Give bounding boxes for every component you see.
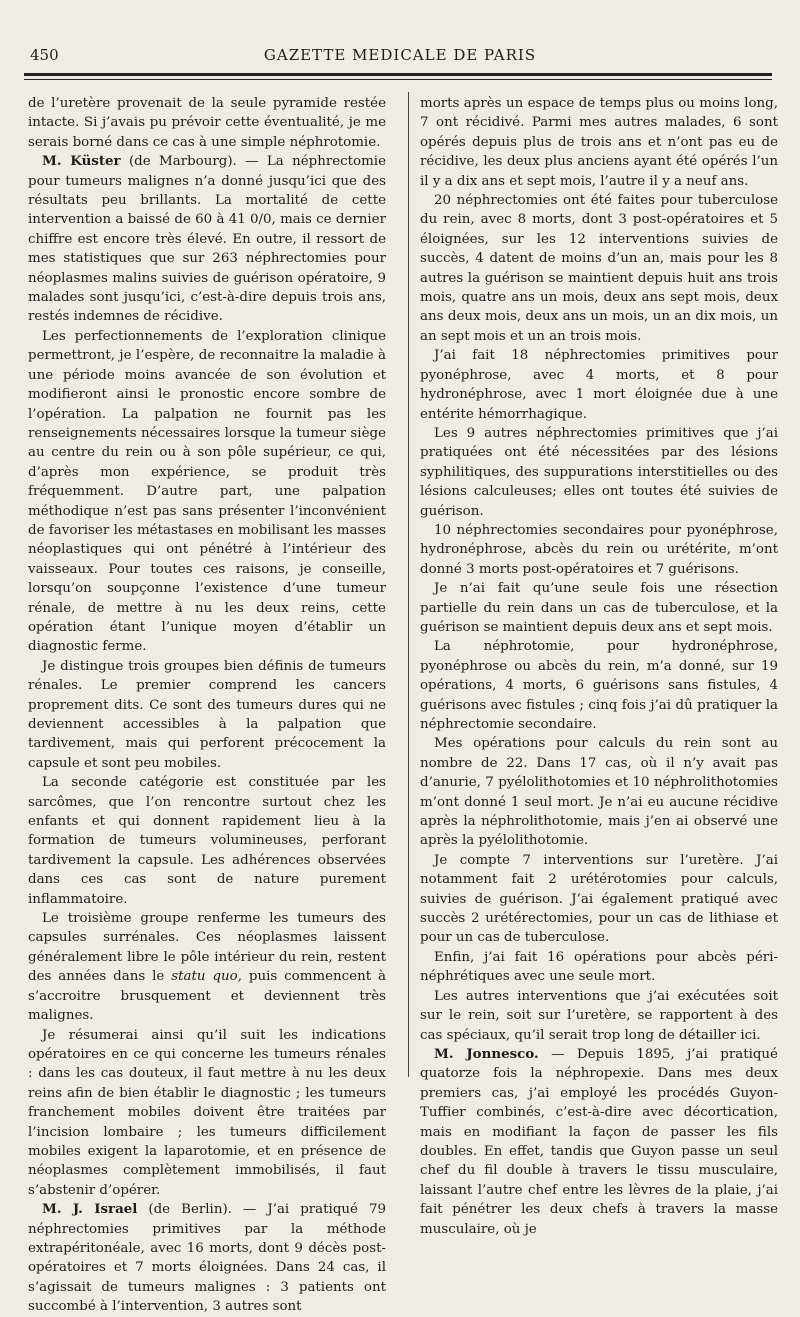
paragraph-text: Le troisième groupe renferme les tumeurs des capsules surrénales. Ces néoplasmes laissent généralement libre le pôle intérieur du rein, restent des années dans le xyxy=(28,911,386,985)
speaker-name: M. J. Israel xyxy=(42,1201,138,1218)
paragraph: de l’uretère provenait de la seule pyramide restée intacte. Si j’avais pu prévoir cette éventualité, je me serais borné dans ce cas à une simple néphrotomie. xyxy=(28,96,386,150)
paragraph xyxy=(420,1045,778,1239)
journal-title: GAZETTE MEDICALE DE PARIS xyxy=(263,46,537,64)
left-column xyxy=(28,94,386,1317)
speaker-name: M. Küster xyxy=(42,153,121,170)
right-column xyxy=(420,94,778,1239)
paragraph: La seconde catégorie est constituée par les sarcômes, que l’on rencontre surtout chez les enfants et qui donnent rapidement lieu à la formation de tumeurs volumineuses, perforant tardivement la capsule. Les adhérences observées dans ces cas sont de nature purement inflammatoire. xyxy=(28,775,386,907)
paragraph: Les autres interventions que j’ai exécutées soit sur le rein, soit sur l’uretère, se rapportent à des cas spéciaux, qu’il serait trop long de détailler ici. xyxy=(420,988,778,1043)
page-header xyxy=(0,46,800,66)
paragraph xyxy=(28,1200,386,1316)
paragraph: Je résumerai ainsi qu’il suit les indications opératoires en ce qui concerne les tumeurs rénales : dans les cas douteux, il faut mettre à nu les deux reins afin de bien établir le diagnostic ; les tumeurs franchement mobiles doivent être traitées par l’incision lombaire ; les tumeurs difficilement mobiles exigent la laparotomie, et en présence de néoplasmes complètement immobilisés, il faut s’abstenir d’opérer. xyxy=(28,1027,386,1198)
paragraph: La néphrotomie, pour hydronéphrose, pyonéphrose ou abcès du rein, m’a donné, sur 19 opérations, 4 morts, 6 guérisons sans fistules, 4 guérisons avec fistules ; cinq fois j’ai dû pratiquer la néphrectomie secondaire. xyxy=(420,639,778,732)
paragraph-text: , puis commencent à s’accroitre brusquement et deviennent très malignes. xyxy=(28,969,387,1024)
latin-phrase: statu quo xyxy=(171,969,238,985)
paragraph xyxy=(28,152,386,327)
paragraph-text: (de Marbourg). — La néphrectomie pour tumeurs malignes n’a donné jusqu’ici que des résultats peu brillants. La mortalité de cette intervention a baissé de 60 à 41 0/0, mais ce dernier chiffre est encore très élevé. En outre, il ressort de mes statistiques que sur 263 néphrectomies pour néoplasmes malins suivies de guérison opératoire, 9 malades sont jusqu’ici, c’est-à-dire depuis trois ans, restés indemnes de récidive. xyxy=(28,154,386,325)
paragraph: 20 néphrectomies ont été faites pour tuberculose du rein, avec 8 morts, dont 3 post-opératoires et 5 éloignées, sur les 12 interventions suivies de succès, 4 datent de moins d’un an, mais pour les 8 autres la guérison se maintient depuis huit ans trois mois, quatre ans un mois, deux ans sept mois, deux ans deux mois, deux ans un mois, un an dix mois, un an sept mois et un an trois mois. xyxy=(420,193,778,344)
paragraph: Mes opérations pour calculs du rein sont au nombre de 22. Dans 17 cas, où il n’y avait pas d’anurie, 7 pyélolithotomies et 10 néphrolithotomies m’ont donné 1 seul mort. Je n’ai eu aucune récidive après la néphrolithotomie, mais j’en ai observé une après la pyélolithotomie. xyxy=(420,736,778,849)
page-number: 450 xyxy=(30,46,59,64)
paragraph: Enfin, j’ai fait 16 opérations pour abcès péri-néphrétiques avec une seule mort. xyxy=(420,949,778,985)
paragraph: Je distingue trois groupes bien définis de tumeurs rénales. Le premier comprend les cancers proprement dits. Ce sont des tumeurs dures qui ne deviennent accessibles à la palpation que tardivement, mais qui perforent précocement la capsule et sont peu mobiles. xyxy=(28,658,386,771)
paragraph: Les perfectionnements de l’exploration clinique permettront, je l’espère, de reconnaitre la maladie à une période moins avancée de son évolution et modifieront ainsi le pronostic encore sombre de l’opération. La palpation ne fournit pas les renseignements nécessaires lorsque la tumeur siège au centre du rein ou à son pôle supérieur, ce qui, d’après mon expérience, se produit très fréquemment. D’autre part, une palpation méthodique n’est pas sans présenter l’inconvénient de favoriser les métastases en mobilisant les masses néoplastiques qui ont pénétré à l’intérieur des vaisseaux. Pour toutes ces raisons, je conseille, lorsqu’on soupçonne l’existence d’une tumeur rénale, de mettre à nu les deux reins, cette opération étant l’unique moyen d’établir un diagnostic ferme. xyxy=(28,328,386,655)
header-rule-thick xyxy=(24,73,772,76)
column-divider xyxy=(408,92,409,1077)
header-rule-thin xyxy=(24,79,772,80)
speaker-name: M. Jonnesco. xyxy=(434,1045,539,1062)
paragraph: morts après un espace de temps plus ou moins long, 7 ont récidivé. Parmi mes autres malades, 6 sont opérés depuis plus de trois ans et n’ont pas eu de récidive, les deux plus anciens ayant été opérés l’un il y a dix ans et sept mois, l’autre il y a neuf ans. xyxy=(420,96,778,189)
paragraph xyxy=(28,909,386,1025)
paragraph: J’ai fait 18 néphrectomies primitives pour pyonéphrose, avec 4 morts, et 8 pour hydronéphrose, avec 1 mort éloignée due à une entérite hémorrhagique. xyxy=(420,348,778,422)
paragraph: Les 9 autres néphrectomies primitives que j’ai pratiquées ont été nécessitées par des lésions syphilitiques, des suppurations interstitielles ou des lésions calculeuses; elles ont toutes été suivies de guérison. xyxy=(420,425,778,519)
paragraph: 10 néphrectomies secondaires pour pyonéphrose, hydronéphrose, abcès du rein ou urétérite, m’ont donné 3 morts post-opératoires et 7 guérisons. xyxy=(420,522,778,577)
paragraph: Je compte 7 interventions sur l’uretère. J’ai notamment fait 2 urétérotomies pour calculs, suivies de guérison. J’ai également pratiqué avec succès 2 urétérectomies, pour un cas de lithiase et pour un cas de tuberculose. xyxy=(420,852,778,946)
paragraph-text: (de Berlin). — J’ai pratiqué 79 néphrectomies primitives par la méthode extrapéritonéale, avec 16 morts, dont 9 décès post-opératoires et 7 morts éloignées. Dans 24 cas, il s’agissait de tumeurs malignes : 3 patients ont succombé à l’intervention, 3 autres sont xyxy=(28,1202,386,1315)
paragraph-text: — Depuis 1895, j’ai pratiqué quatorze fois la néphropexie. Dans mes deux premiers cas, j’ai employé les procédés Guyon-Tuffier combinés, c’est-à-dire avec décortication, mais en modifiant la façon de passer les fils doubles. En effet, tandis que Guyon passe un seul chef du fil double à travers le tissu musculaire, laissant l’autre chef entre les lèvres de la plaie, j’ai fait pénétrer les deux chefs à travers la masse musculaire, où je xyxy=(420,1046,778,1237)
paragraph: Je n’ai fait qu’une seule fois une résection partielle du rein dans un cas de tuberculose, et la guérison se maintient depuis deux ans et sept mois. xyxy=(420,581,778,635)
